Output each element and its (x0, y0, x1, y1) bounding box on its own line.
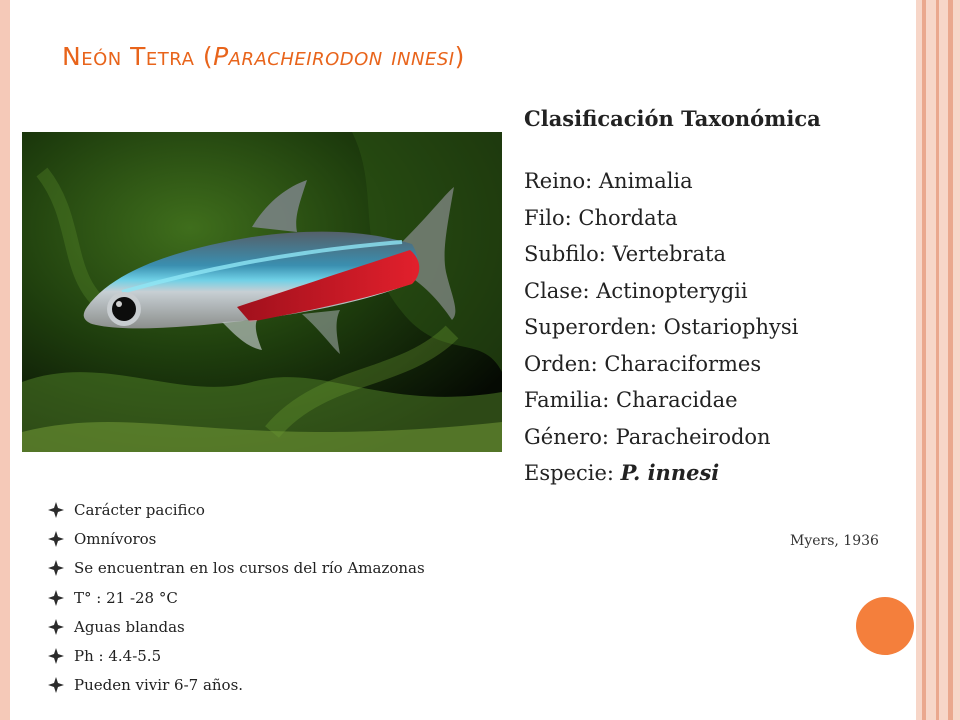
trait-text: Pueden vivir 6-7 años. (74, 676, 244, 695)
trait-text: Carácter pacifico (74, 500, 205, 519)
fish-photo (22, 132, 502, 452)
list-item (48, 671, 425, 700)
diamond-bullet-icon (48, 531, 64, 547)
trait-text: Ph : 4.4-5.5 (74, 647, 162, 666)
title-close-paren: ) (454, 42, 465, 71)
taxonomy-row: Superorden: Ostariophysi (524, 315, 799, 339)
taxonomy-panel (524, 106, 924, 492)
trait-text: Se encuentran en los cursos del río Amazonas (74, 559, 425, 578)
taxonomy-row: Clase: Actinopterygii (524, 278, 748, 303)
taxonomy-species-row (524, 455, 924, 492)
trait-text: T° : 21 -28 °C (74, 588, 178, 607)
title-common-name: Neón Tetra ( (62, 42, 214, 71)
trait-text: Omnívoros (74, 529, 157, 548)
diamond-bullet-icon (48, 590, 64, 606)
diamond-bullet-icon (48, 648, 64, 664)
neon-tetra-illustration (22, 132, 502, 452)
taxonomy-heading: Clasificación Taxonómica (524, 106, 821, 131)
taxonomy-row: Subfilo: Vertebrata (524, 242, 727, 266)
list-item (48, 554, 425, 583)
diamond-bullet-icon (48, 619, 64, 635)
list-item (48, 641, 425, 670)
diamond-bullet-icon (48, 502, 64, 518)
list-item (48, 495, 425, 524)
title-species-name: Paracheirodon innesi (213, 42, 455, 71)
taxonomy-row: Filo: Chordata (524, 205, 678, 230)
species-label: Especie: (524, 461, 621, 485)
taxonomy-row: Género: Paracheirodon (524, 424, 771, 449)
taxonomy-row: Reino: Animalia (524, 169, 693, 193)
list-item (48, 524, 425, 553)
species-value: P. innesi (620, 460, 720, 485)
left-border (0, 0, 10, 720)
diamond-bullet-icon (48, 560, 64, 576)
diamond-bullet-icon (48, 677, 64, 693)
taxonomy-row: Orden: Characiformes (524, 351, 762, 376)
slide-title (62, 42, 465, 71)
accent-circle (856, 597, 914, 655)
traits-list (48, 495, 425, 700)
taxonomy-row: Familia: Characidae (524, 388, 738, 412)
list-item (48, 583, 425, 612)
reference-citation: Myers, 1936 (790, 533, 879, 549)
trait-text: Aguas blandas (74, 617, 185, 636)
list-item (48, 612, 425, 641)
